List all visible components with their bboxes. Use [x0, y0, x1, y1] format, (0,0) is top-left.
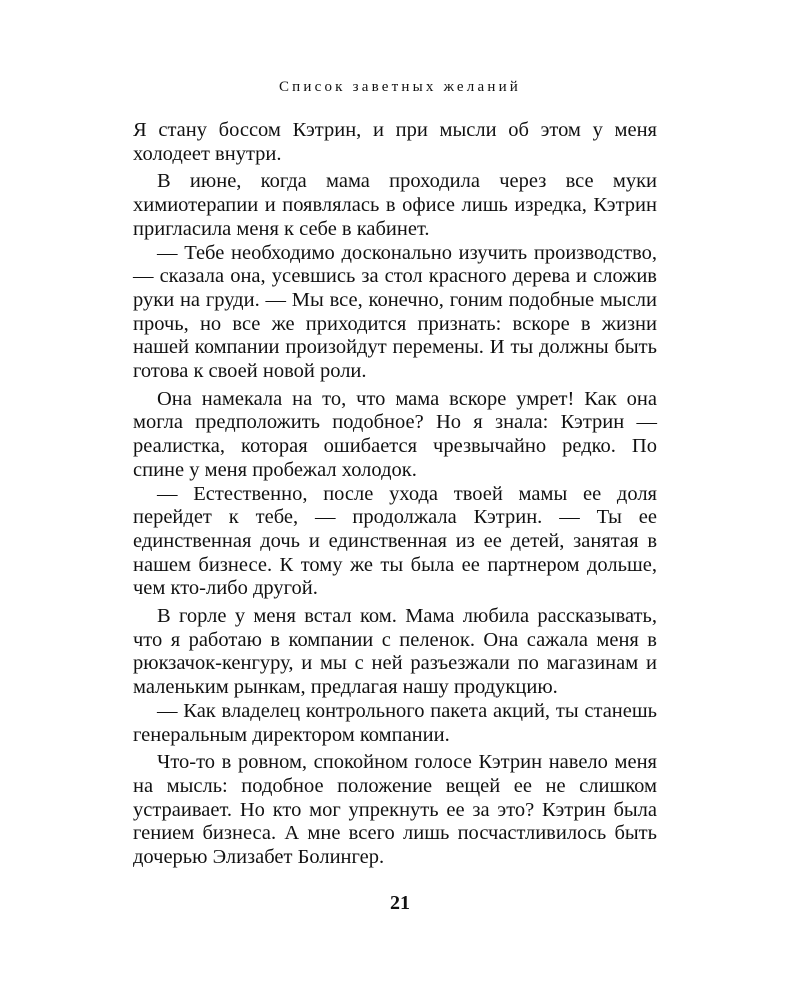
- paragraph: — Тебе необходимо досконально изучить производство, — сказала она, усевшись за стол красного дерева и сложив руки на груди. — Мы все, конечно, гоним подобные мысли прочь, но все же приходится признать: вскоре в жизни нашей компании произойдут перемены. И ты должны быть готова к своей новой роли.: [133, 241, 657, 383]
- paragraph: — Естественно, после ухода твоей мамы ее доля перейдет к тебе, — продолжала Кэтрин. — Ты ее единственная дочь и единственная из ее детей, занятая в нашем бизнесе. К тому же ты была ее партнером дольше, чем кто-либо другой.: [133, 482, 657, 600]
- page-number: 21: [390, 892, 410, 914]
- body-text: [133, 119, 657, 870]
- paragraph: — Как владелец контрольного пакета акций, ты станешь генеральным директором компании.: [133, 699, 657, 746]
- paragraph: Я стану боссом Кэтрин, и при мысли об этом у меня холодеет внутри.: [133, 119, 657, 165]
- paragraph: В июне, когда мама проходила через все муки химиотерапии и появлялась в офисе лишь изредка, Кэтрин пригласила меня к себе в кабинет.: [133, 170, 657, 240]
- running-header: Список заветных желаний: [278, 79, 522, 95]
- paragraph: В горле у меня встал ком. Мама любила рассказывать, что я работаю в компании с пеленок. Она сажала меня в рюкзачок-кенгуру, и мы с ней разъезжали по магазинам и маленьким рынкам, предлагая нашу продукцию.: [133, 605, 657, 699]
- paragraph: Что-то в ровном, спокойном голосе Кэтрин навело меня на мысль: подобное положение вещей ее не слишком устраивает. Но кто мог упрекнуть ее за это? Кэтрин была гением бизнеса. А мне всего лишь посчастливилось быть дочерью Элизабет Болингер.: [133, 751, 657, 869]
- paragraph: Она намекала на то, что мама вскоре умрет! Как она могла предположить подобное? Но я знала: Кэтрин — реалистка, которая ошибается чрезвычайно редко. По спине у меня пробежал холодок.: [133, 387, 657, 481]
